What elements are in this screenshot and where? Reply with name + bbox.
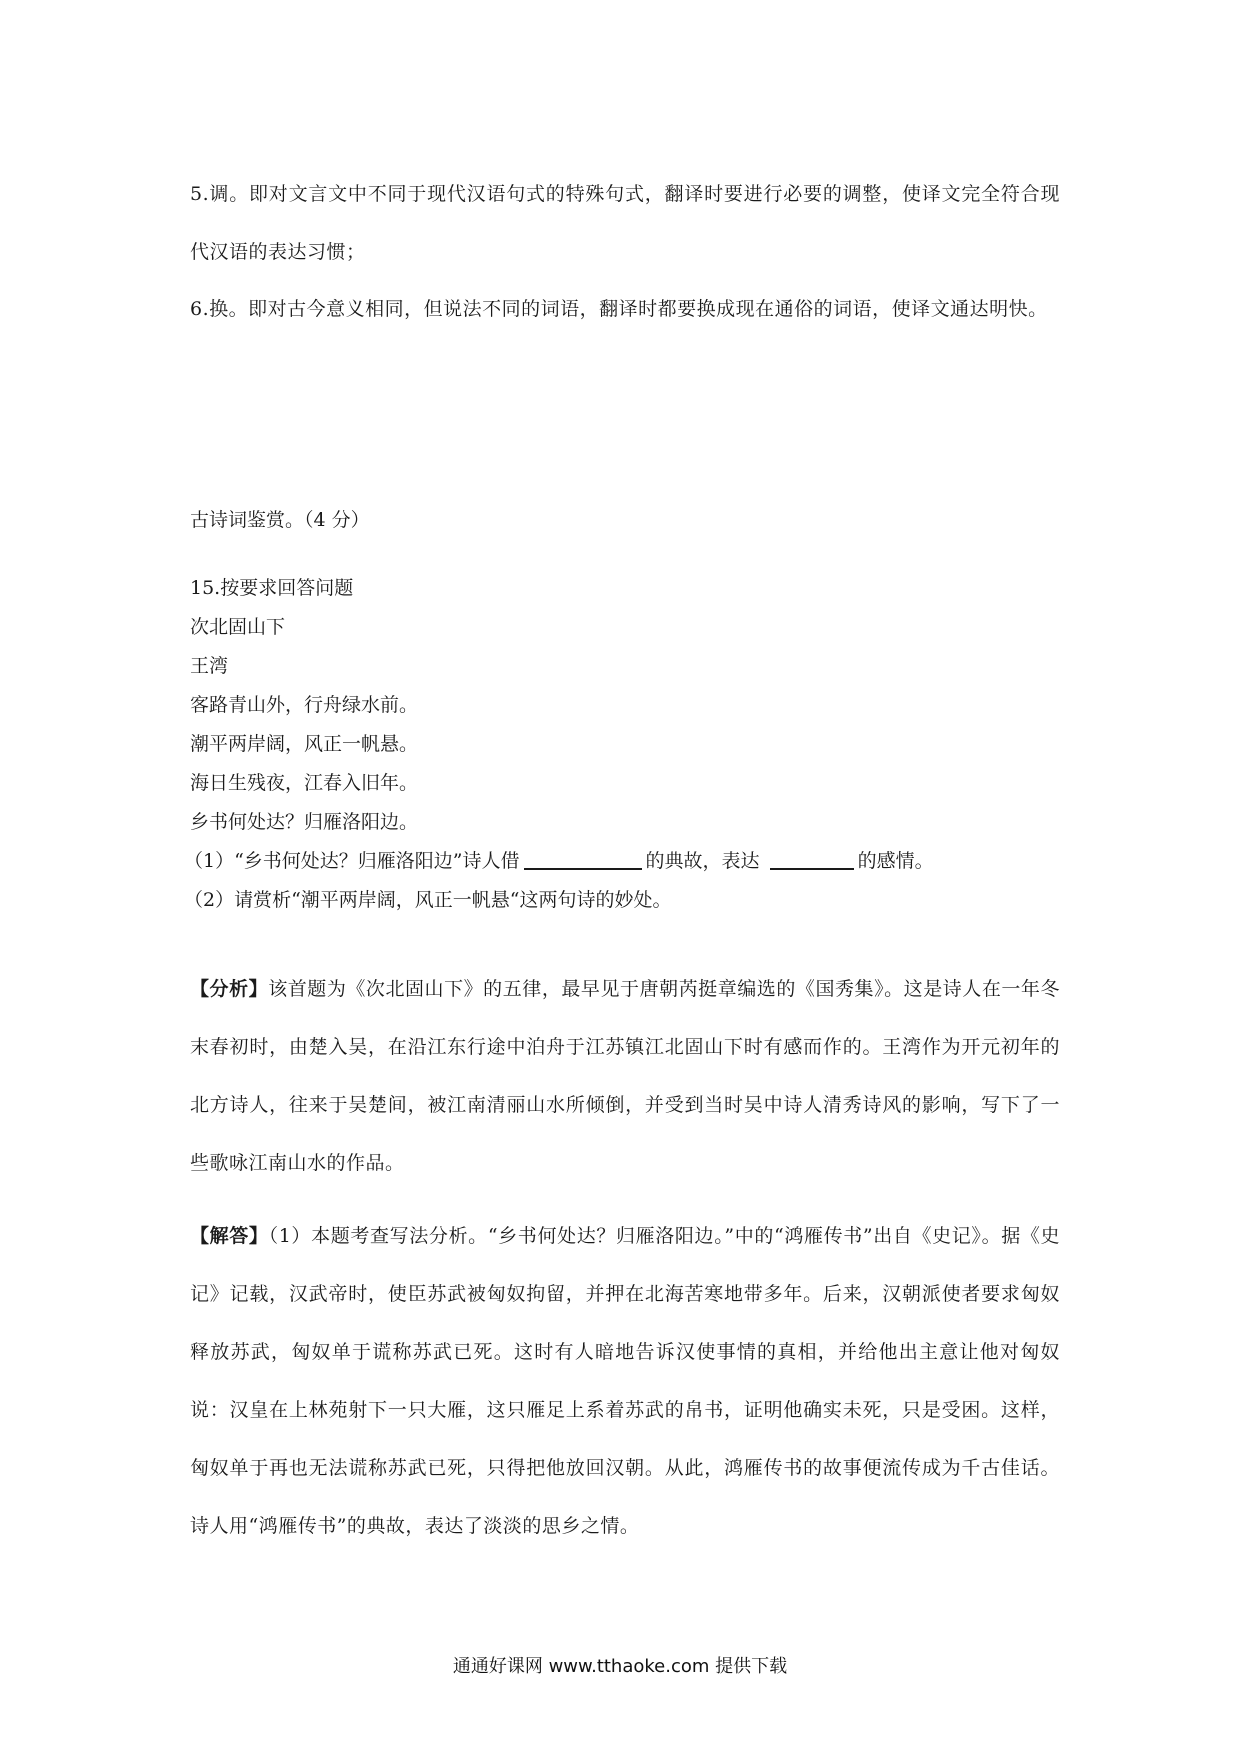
answer-tag: 【解答】 xyxy=(190,1225,269,1247)
sub-question-1-prefix: （1）“乡书何处达？归雁洛阳边”诗人借 xyxy=(184,850,520,872)
note-item-5-text: 5.调。即对文言文中不同于现代汉语句式的特殊句式，翻译时要进行必要的调整，使译文完全符合现代汉语的表达习惯； xyxy=(190,183,1060,263)
section-title-text: 古诗词鉴赏。（4 分） xyxy=(190,509,370,531)
poem-line: 潮平两岸阔，风正一帆悬。 xyxy=(190,733,419,755)
answer-blank-1[interactable] xyxy=(524,849,642,870)
analysis-block xyxy=(190,960,1060,1192)
page-footer: 通通好课网 www.tthaoke.com 提供下载 xyxy=(452,1656,788,1677)
answer-blank-2[interactable] xyxy=(770,849,854,870)
poem-title: 次北固山下 xyxy=(190,616,286,638)
note-item-5 xyxy=(190,165,1060,281)
note-item-6-text: 6.换。即对古今意义相同，但说法不同的词语，翻译时都要换成现在通俗的词语，使译文通达明快。 xyxy=(190,298,1048,320)
analysis-tag: 【分析】 xyxy=(190,978,269,1000)
poem-line: 客路青山外，行舟绿水前。 xyxy=(190,694,419,716)
sub-question-1 xyxy=(184,842,1060,881)
note-item-6 xyxy=(190,280,1060,338)
poem-line: 乡书何处达？归雁洛阳边。 xyxy=(190,811,419,833)
sub-question-2: （2）请赏析“潮平两岸阔，风正一帆悬“这两句诗的妙处。 xyxy=(184,889,672,911)
poem-author: 王湾 xyxy=(190,655,229,677)
poem-line: 海日生残夜，江春入旧年。 xyxy=(190,772,419,794)
sub-question-1-suffix: 的感情。 xyxy=(857,850,934,872)
question-15 xyxy=(184,569,1060,920)
answer-text: （1）本题考查写法分析。“乡书何处达？归雁洛阳边。”中的“鸿雁传书”出自《史记》。据《史记》记载，汉武帝时，使臣苏武被匈奴拘留，并押在北海苦寒地带多年。后来，汉朝派使者要求匈奴释放苏武，匈奴单于谎称苏武已死。这时有人暗地告诉汉使事情的真相，并给他出主意让他对匈奴说：汉皇在上林苑射下一只大雁，这只雁足上系着苏武的帛书，证明他确实未死，只是受困。这样，匈奴单于再也无法谎称苏武已死，只得把他放回汉朝。从此，鸿雁传书的故事便流传成为千古佳话。诗人用“鸿雁传书”的典故，表达了淡淡的思乡之情。 xyxy=(190,1225,1060,1537)
analysis-text: 该首题为《次北固山下》的五律，最早见于唐朝芮挺章编选的《国秀集》。这是诗人在一年冬末春初时，由楚入吴，在沿江东行途中泊舟于江苏镇江北固山下时有感而作的。王湾作为开元初年的北方诗人，往来于吴楚间，被江南清丽山水所倾倒，并受到当时吴中诗人清秀诗风的影响，写下了一些歌咏江南山水的作品。 xyxy=(190,978,1060,1174)
sub-question-1-middle: 的典故，表达 xyxy=(645,850,766,872)
question-number-line: 15.按要求回答问题 xyxy=(190,577,354,599)
section-title xyxy=(190,505,1060,535)
answer-block xyxy=(190,1207,1060,1555)
